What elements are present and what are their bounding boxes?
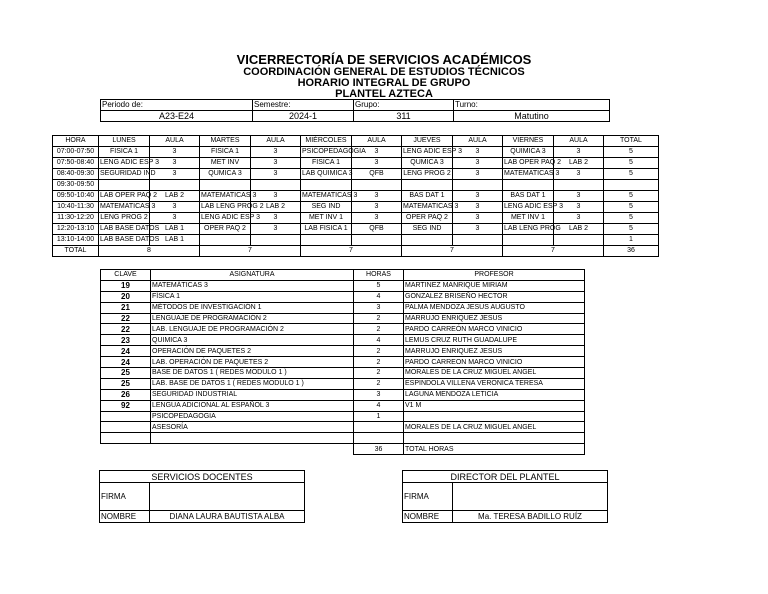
schedule-cell: FISICA 1 [99,147,150,158]
schedule-cell: LAB 2 [150,191,200,202]
schedule-cell: 11:30-12:20 [53,213,99,224]
schedule-cell: LENG PROG 2 [99,213,150,224]
schedule-cell: 5 [604,158,659,169]
semestre-label: Semestre: [253,100,354,111]
schedule-cell: 10:40-11:30 [53,202,99,213]
schedule-cell [150,180,200,191]
schedule-cell [352,180,402,191]
info-table [100,99,610,122]
clave-cell [101,422,151,433]
schedule-cell: BAS DAT 1 [503,191,554,202]
clave-cell: 19 [101,280,151,291]
profesor-cell: LEMUS CRUZ RUTH GUADALUPE [404,335,585,346]
servicios-docentes-name: DIANA LAURA BAUTISTA ALBA [150,511,305,523]
schedule-cell: PSICOPEDAGOGIA [301,147,352,158]
clave-cell: 20 [101,291,151,302]
schedule-cell: 3 [352,213,402,224]
schedule-cell: QFB [352,169,402,180]
schedule-cell: LAB 2 [251,202,301,213]
schedule-cell: 3 [453,147,503,158]
profesor-cell: MARRUJO ENRIQUEZ JESUS [404,346,585,357]
schedule-table [52,135,659,257]
table-row [101,346,585,357]
asignatura-cell: SEGURIDAD INDUSTRIAL [151,389,354,400]
servicios-docentes-title: SERVICIOS DOCENTES [100,471,305,483]
schedule-cell: 3 [251,224,301,235]
schedule-cell [200,180,251,191]
asignatura-cell: OPERACIÓN DE PAQUETES 2 [151,346,354,357]
asignatura-cell: FÍSICA 1 [151,291,354,302]
table-row [101,368,585,379]
clave-cell: 21 [101,302,151,313]
subjects-header-cell: ASIGNATURA [151,270,354,281]
title-plantel: PLANTEL AZTECA [335,88,433,100]
schedule-cell: LAB 2 [554,224,604,235]
table-row [53,158,659,169]
total-jueves: 7 [402,246,503,257]
nombre-label: NOMBRE [403,511,453,523]
table-row [53,180,659,191]
clave-cell: 25 [101,368,151,379]
schedule-cell: LAB 1 [150,224,200,235]
asignatura-cell: LAB. BASE DE DATOS 1 ( REDES MODULO 1 ) [151,378,354,389]
schedule-cell: 3 [150,169,200,180]
schedule-cell: MET INV 1 [503,213,554,224]
schedule-cell: LAB LENG PROG 2 [200,202,251,213]
horas-cell: 1 [354,411,404,422]
asignatura-cell: QUIMICA 3 [151,335,354,346]
schedule-cell [503,235,554,246]
schedule-cell: 3 [150,158,200,169]
schedule-cell [604,180,659,191]
subjects-header-cell: CLAVE [101,270,151,281]
schedule-header-cell: TOTAL [604,136,659,147]
schedule-cell: MATEMATICAS 3 [301,191,352,202]
schedule-cell: 3 [352,147,402,158]
table-row [101,389,585,400]
clave-cell: 24 [101,357,151,368]
director-name: Ma. TERESA BADILLO RUÍZ [453,511,608,523]
profesor-cell: PARDO CARREON MARCO VINICIO [404,357,585,368]
subjects-header-cell: HORAS [354,270,404,281]
schedule-cell: 5 [604,224,659,235]
schedule-cell [251,180,301,191]
schedule-cell: 5 [604,147,659,158]
firma-label: FIRMA [403,483,453,511]
asignatura-cell: LAB. OPERACIÓN DE PAQUETES 2 [151,357,354,368]
schedule-total-row [53,246,659,257]
schedule-cell [554,235,604,246]
asignatura-cell: MATEMÁTICAS 3 [151,280,354,291]
table-row [53,224,659,235]
schedule-header-cell: HORA [53,136,99,147]
table-row [53,191,659,202]
table-row [101,378,585,389]
schedule-header-cell: AULA [554,136,604,147]
schedule-cell [503,180,554,191]
horas-cell: 4 [354,400,404,411]
schedule-cell: MATEMATICAS 3 [402,202,453,213]
schedule-cell [251,235,301,246]
schedule-cell: 3 [453,224,503,235]
table-row [101,324,585,335]
director-title: DIRECTOR DEL PLANTEL [403,471,608,483]
schedule-cell: QUMICA 3 [402,158,453,169]
schedule-cell: 5 [604,213,659,224]
schedule-cell: FISICA 1 [200,147,251,158]
schedule-cell: 3 [554,202,604,213]
schedule-cell: LAB BASE DATOS [99,224,150,235]
schedule-header-cell: VIERNES [503,136,554,147]
profesor-cell: PALMA MENDOZA JESUS AUGUSTO [404,302,585,313]
clave-cell: 24 [101,346,151,357]
schedule-cell: LENG ADIC ESP 3 [503,202,554,213]
schedule-cell: 3 [251,158,301,169]
schedule-cell [301,235,352,246]
firma-space [453,483,608,511]
schedule-cell: 3 [352,202,402,213]
clave-cell: 22 [101,313,151,324]
firma-space [150,483,305,511]
horas-cell: 2 [354,313,404,324]
schedule-cell: 3 [453,158,503,169]
asignatura-cell: LENGUAJE DE PROGRAMACIÓN 2 [151,313,354,324]
schedule-cell: 13:10-14:00 [53,235,99,246]
title-vicerrectoria: VICERRECTORÍA DE SERVICIOS ACADÉMICOS [236,52,532,67]
schedule-cell: LAB 1 [150,235,200,246]
signature-director [402,470,608,523]
clave-cell [101,411,151,422]
profesor-cell: ESPINDOLA VILLENA VERONICA TERESA [404,378,585,389]
schedule-cell: 3 [453,213,503,224]
schedule-cell [453,235,503,246]
schedule-cell: 07:50-08:40 [53,158,99,169]
schedule-cell: 09:50-10:40 [53,191,99,202]
schedule-cell: OPER PAQ 2 [402,213,453,224]
table-row [101,400,585,411]
schedule-header-cell: JUEVES [402,136,453,147]
clave-cell: 26 [101,389,151,400]
schedule-cell: LAB LENG PROG [503,224,554,235]
total-hours-label: TOTAL HORAS [404,444,585,455]
subjects-total-row [101,444,585,455]
profesor-cell: MORALES DE LA CRUZ MIGUEL ANGEL [404,368,585,379]
schedule-cell: 12:20-13:10 [53,224,99,235]
schedule-cell: MATEMATICAS 3 [99,202,150,213]
schedule-cell: 3 [251,147,301,158]
grand-total: 36 [604,246,659,257]
profesor-cell: PARDO CARREÓN MARCO VINICIO [404,324,585,335]
periodo-value: A23-E24 [101,111,253,122]
clave-cell [101,433,151,444]
clave-cell: 25 [101,378,151,389]
schedule-cell: OPER PAQ 2 [200,224,251,235]
schedule-cell: FISICA 1 [301,158,352,169]
table-row [101,411,585,422]
schedule-cell: SEG IND [301,202,352,213]
schedule-cell: MATEMATICAS 3 [200,191,251,202]
schedule-cell: 5 [604,191,659,202]
schedule-header-cell: MARTES [200,136,251,147]
total-lunes: 8 [99,246,200,257]
schedule-header-row [53,136,659,147]
schedule-cell: 3 [150,147,200,158]
schedule-cell: 3 [352,191,402,202]
table-row [53,147,659,158]
asignatura-cell: LAB. LENGUAJE DE PROGRAMACIÓN 2 [151,324,354,335]
profesor-cell: MORALES DE LA CRUZ MIGUEL ANGEL [404,422,585,433]
grupo-label: Grupo: [354,100,454,111]
schedule-cell: 3 [150,213,200,224]
schedule-cell: LAB FISICA 1 [301,224,352,235]
clave-cell: 92 [101,400,151,411]
schedule-cell: 3 [251,169,301,180]
semestre-value: 2024-1 [253,111,354,122]
schedule-cell [453,180,503,191]
schedule-cell: LAB OPER PAQ 2 [503,158,554,169]
asignatura-cell: PSICOPEDAGOGIA [151,411,354,422]
table-row [101,291,585,302]
schedule-cell: 5 [604,202,659,213]
horas-cell: 2 [354,324,404,335]
schedule-cell: 3 [251,213,301,224]
schedule-cell: 5 [604,169,659,180]
firma-label: FIRMA [100,483,150,511]
schedule-cell: SEGURIDAD IND [99,169,150,180]
schedule-header-cell: AULA [352,136,402,147]
schedule-cell: QFB [352,224,402,235]
total-martes: 7 [200,246,301,257]
schedule-cell: 3 [453,191,503,202]
asignatura-cell: MÉTODOS DE INVESTIGACIÓN 1 [151,302,354,313]
profesor-cell [404,433,585,444]
turno-value: Matutino [454,111,610,122]
table-row [101,433,585,444]
schedule-cell: 3 [554,191,604,202]
asignatura-cell: BASE DE DATOS 1 ( REDES MODULO 1 ) [151,368,354,379]
schedule-cell: LAB OPER PAQ 2 [99,191,150,202]
schedule-cell: LENG PROG 2 [402,169,453,180]
table-row [101,335,585,346]
schedule-cell [402,235,453,246]
horas-cell [354,422,404,433]
schedule-cell: 3 [453,169,503,180]
horas-cell: 4 [354,335,404,346]
title-horario: HORARIO INTEGRAL DE GRUPO [297,77,471,89]
signature-servicios-docentes [99,470,305,523]
schedule-cell: MET INV [200,158,251,169]
schedule-header-cell: AULA [251,136,301,147]
clave-cell: 23 [101,335,151,346]
table-row [101,357,585,368]
table-row [53,213,659,224]
asignatura-cell: LENGUA ADICIONAL AL ESPAÑOL 3 [151,400,354,411]
schedule-cell [352,235,402,246]
profesor-cell: LAGUNA MENDOZA LETICIA [404,389,585,400]
schedule-cell: MATEMATICAS 3 [503,169,554,180]
schedule-cell: 07:00-07:50 [53,147,99,158]
horas-cell: 5 [354,280,404,291]
clave-cell: 22 [101,324,151,335]
schedule-cell: LENG ADIC ESP 3 [99,158,150,169]
schedule-cell [99,180,150,191]
horas-cell: 2 [354,357,404,368]
profesor-cell: V1 M [404,400,585,411]
schedule-cell: SEG IND [402,224,453,235]
asignatura-cell: ASESORÍA [151,422,354,433]
schedule-cell: QUMICA 3 [200,169,251,180]
schedule-cell: 3 [554,147,604,158]
horas-cell: 2 [354,378,404,389]
schedule-cell: 08:40-09:30 [53,169,99,180]
schedule-cell: 3 [453,202,503,213]
asignatura-cell [151,433,354,444]
schedule-cell [200,235,251,246]
profesor-cell: MARTINEZ MANRIQUE MIRIAM [404,280,585,291]
schedule-cell: LAB QUIMICA 3 [301,169,352,180]
total-viernes: 7 [503,246,604,257]
schedule-cell: LENG ADIC ESP 3 [200,213,251,224]
schedule-cell: 09:30-09:50 [53,180,99,191]
schedule-cell: QUIMICA 3 [503,147,554,158]
nombre-label: NOMBRE [100,511,150,523]
profesor-cell: MARRUJO ENRIQUEZ JESUS [404,313,585,324]
schedule-cell: LAB 2 [554,158,604,169]
schedule-cell: 3 [554,169,604,180]
schedule-cell [301,180,352,191]
schedule-header-cell: AULA [150,136,200,147]
schedule-cell: 3 [554,213,604,224]
subjects-table [100,269,585,455]
profesor-cell: GONZALEZ BRISEÑO HECTOR [404,291,585,302]
total-label: TOTAL [53,246,99,257]
table-row [101,313,585,324]
subjects-header-cell: PROFESOR [404,270,585,281]
table-row [53,235,659,246]
schedule-cell: MET INV 1 [301,213,352,224]
turno-label: Turno: [454,100,610,111]
horas-cell: 2 [354,368,404,379]
schedule-header-cell: LUNES [99,136,150,147]
schedule-cell: 3 [352,158,402,169]
schedule-header-cell: MIÉRCOLES [301,136,352,147]
horas-cell [354,433,404,444]
total-miercoles: 7 [301,246,402,257]
schedule-cell: 3 [150,202,200,213]
schedule-cell [554,180,604,191]
schedule-cell: LENG ADIC ESP 3 [402,147,453,158]
schedule-cell [402,180,453,191]
table-row [101,302,585,313]
schedule-cell: 1 [604,235,659,246]
horas-cell: 4 [354,291,404,302]
title-coordinacion: COORDINACIÓN GENERAL DE ESTUDIOS TÉCNICOS [243,66,525,78]
schedule-cell: LAB BASE DATOS [99,235,150,246]
table-row [53,202,659,213]
table-row [101,422,585,433]
schedule-header-cell: AULA [453,136,503,147]
horas-cell: 3 [354,302,404,313]
profesor-cell [404,411,585,422]
schedule-cell: 3 [251,191,301,202]
horas-cell: 2 [354,346,404,357]
grupo-value: 311 [354,111,454,122]
total-hours-value: 36 [354,444,404,455]
subjects-header-row [101,270,585,281]
table-row [53,169,659,180]
table-row [101,280,585,291]
horas-cell: 3 [354,389,404,400]
periodo-label: Periodo de: [101,100,253,111]
schedule-cell: BAS DAT 1 [402,191,453,202]
